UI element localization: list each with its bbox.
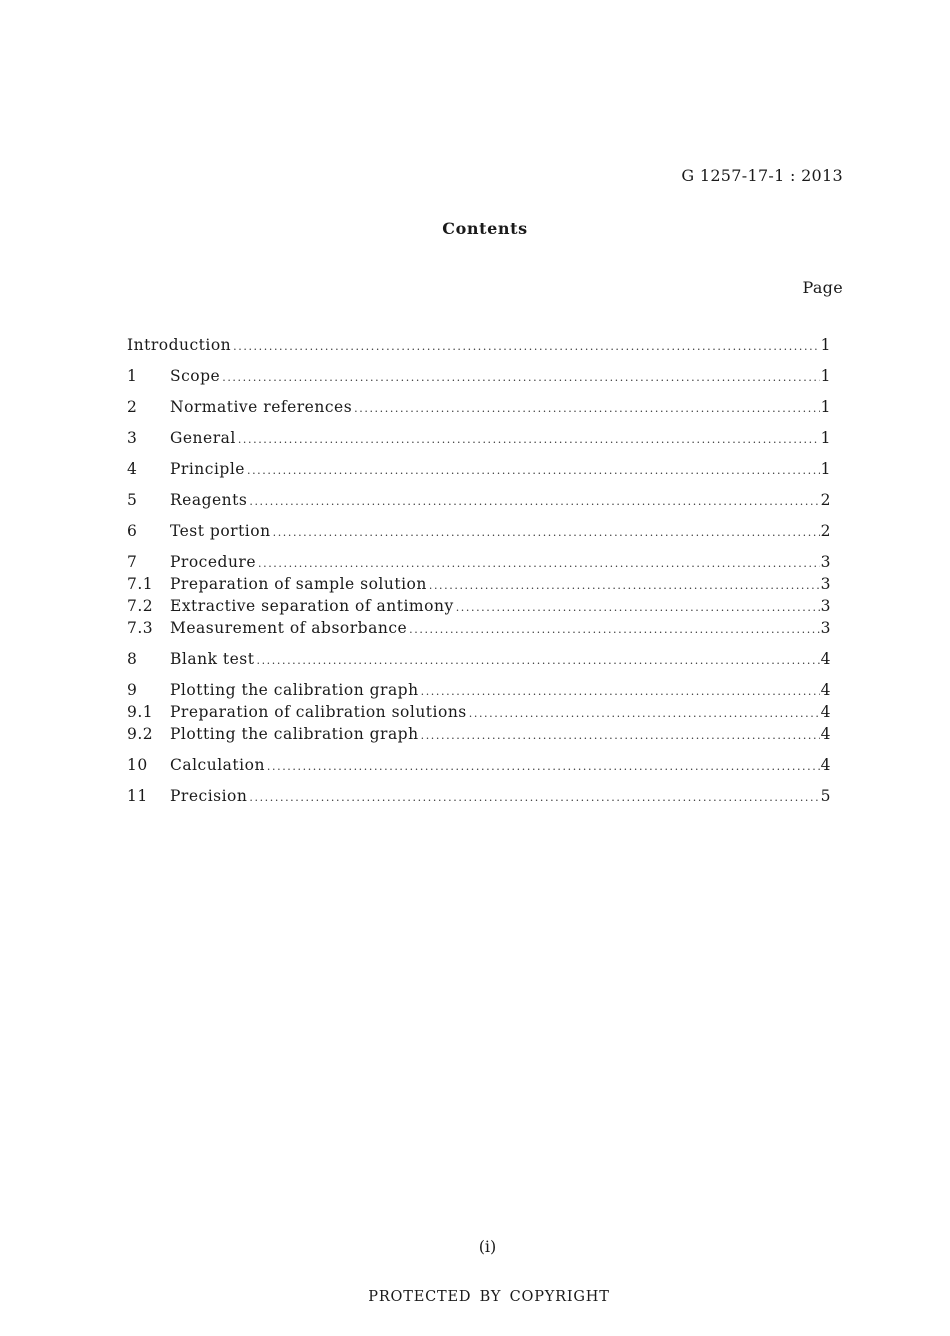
toc-entry-title: Test portion <box>170 522 271 540</box>
toc-entry-page: 3 <box>820 575 831 593</box>
toc-entry-number: 2 <box>127 398 138 416</box>
toc-entry-number: 7.1 <box>127 575 154 593</box>
toc-entry-title: Plotting the calibration graph <box>170 681 419 699</box>
toc-entry-number: 5 <box>127 491 138 509</box>
copyright-notice: PROTECTED BY COPYRIGHT <box>368 1289 610 1305</box>
toc-entry-title: Reagents <box>170 491 248 509</box>
toc-entry <box>127 787 831 809</box>
toc-section-group <box>127 787 831 809</box>
toc-entry <box>127 756 831 778</box>
toc-entry-number: 4 <box>127 460 138 478</box>
toc-entry-title: Plotting the calibration graph <box>170 725 419 743</box>
toc-entry-page: 1 <box>820 460 831 478</box>
toc-entry <box>127 681 831 703</box>
toc-entry-number: 6 <box>127 522 138 540</box>
toc-entry <box>127 597 831 619</box>
toc-entry-page: 5 <box>820 787 831 805</box>
toc-section-group <box>127 553 831 641</box>
toc-entry <box>127 619 831 641</box>
toc-entry-title: Preparation of calibration solutions <box>170 703 467 721</box>
toc-section-group <box>127 398 831 420</box>
toc-entry-page: 1 <box>820 367 831 385</box>
toc-section-group <box>127 429 831 451</box>
page-column-label: Page <box>802 278 843 297</box>
dot-leader <box>354 402 819 415</box>
toc-entry-page: 4 <box>820 650 831 668</box>
toc-entry <box>127 398 831 420</box>
toc-section-group <box>127 522 831 544</box>
toc-entry-title: Procedure <box>170 553 257 571</box>
toc-entry-page: 4 <box>820 756 831 774</box>
toc-entry-page: 2 <box>820 491 831 509</box>
toc-entry-title: Normative references <box>170 398 353 416</box>
table-of-contents <box>127 336 831 818</box>
dot-leader <box>267 760 820 773</box>
toc-entry-number: 9.2 <box>127 725 154 743</box>
toc-entry <box>127 553 831 575</box>
toc-section-group <box>127 650 831 672</box>
dot-leader <box>421 729 820 742</box>
toc-entry-number: 9 <box>127 681 138 699</box>
dot-leader <box>256 654 819 667</box>
toc-entry-page: 3 <box>820 597 831 615</box>
toc-entry-title: Preparation of sample solution <box>170 575 427 593</box>
toc-entry-title: Scope <box>170 367 221 385</box>
dot-leader <box>222 371 819 384</box>
toc-entry-page: 1 <box>820 398 831 416</box>
toc-entry-page: 4 <box>820 703 831 721</box>
toc-entry-title: Blank test <box>170 650 255 668</box>
toc-section-group <box>127 367 831 389</box>
toc-entry-number: 11 <box>127 787 148 805</box>
toc-entry-title: Calculation <box>170 756 265 774</box>
toc-entry-number: 7 <box>127 553 138 571</box>
toc-section-group <box>127 460 831 482</box>
dot-leader <box>258 557 820 570</box>
toc-entry-number: 7.2 <box>127 597 154 615</box>
dot-leader <box>233 340 819 353</box>
toc-entry <box>127 491 831 513</box>
toc-entry <box>127 522 831 544</box>
toc-entry-page: 2 <box>820 522 831 540</box>
toc-entry-title: Principle <box>170 460 245 478</box>
toc-entry-title: Introduction <box>127 336 232 354</box>
toc-entry-number: 3 <box>127 429 138 447</box>
document-code: G 1257-17-1 : 2013 <box>681 166 843 185</box>
toc-entry-number: 10 <box>127 756 148 774</box>
toc-entry <box>127 650 831 672</box>
dot-leader <box>249 791 819 804</box>
dot-leader <box>469 707 820 720</box>
toc-entry <box>127 703 831 725</box>
dot-leader <box>421 685 820 698</box>
toc-entry-number: 1 <box>127 367 138 385</box>
toc-entry-page: 1 <box>820 429 831 447</box>
toc-entry <box>127 725 831 747</box>
toc-entry-page: 4 <box>820 681 831 699</box>
dot-leader <box>238 433 820 446</box>
page-title: Contents <box>442 219 528 238</box>
dot-leader <box>249 495 819 508</box>
dot-leader <box>429 579 820 592</box>
toc-entry <box>127 429 831 451</box>
toc-entry-title: Precision <box>170 787 248 805</box>
toc-entry-title: Extractive separation of antimony <box>170 597 454 615</box>
toc-entry-title: Measurement of absorbance <box>170 619 408 637</box>
toc-entry <box>127 460 831 482</box>
page-number: (i) <box>478 1237 497 1256</box>
toc-entry-number: 7.3 <box>127 619 154 637</box>
toc-section-group <box>127 756 831 778</box>
toc-entry-page: 3 <box>820 553 831 571</box>
toc-section-group <box>127 681 831 747</box>
toc-entry-page: 1 <box>820 336 831 354</box>
dot-leader <box>273 526 820 539</box>
toc-entry <box>127 575 831 597</box>
toc-section-group <box>127 491 831 513</box>
toc-entry-page: 3 <box>820 619 831 637</box>
toc-entry-title: General <box>170 429 236 447</box>
dot-leader <box>247 464 820 477</box>
dot-leader <box>409 623 819 636</box>
toc-entry-number: 9.1 <box>127 703 154 721</box>
dot-leader <box>456 601 820 614</box>
toc-entry <box>127 367 831 389</box>
toc-entry-page: 4 <box>820 725 831 743</box>
toc-entry-number: 8 <box>127 650 138 668</box>
toc-entry <box>127 336 831 358</box>
